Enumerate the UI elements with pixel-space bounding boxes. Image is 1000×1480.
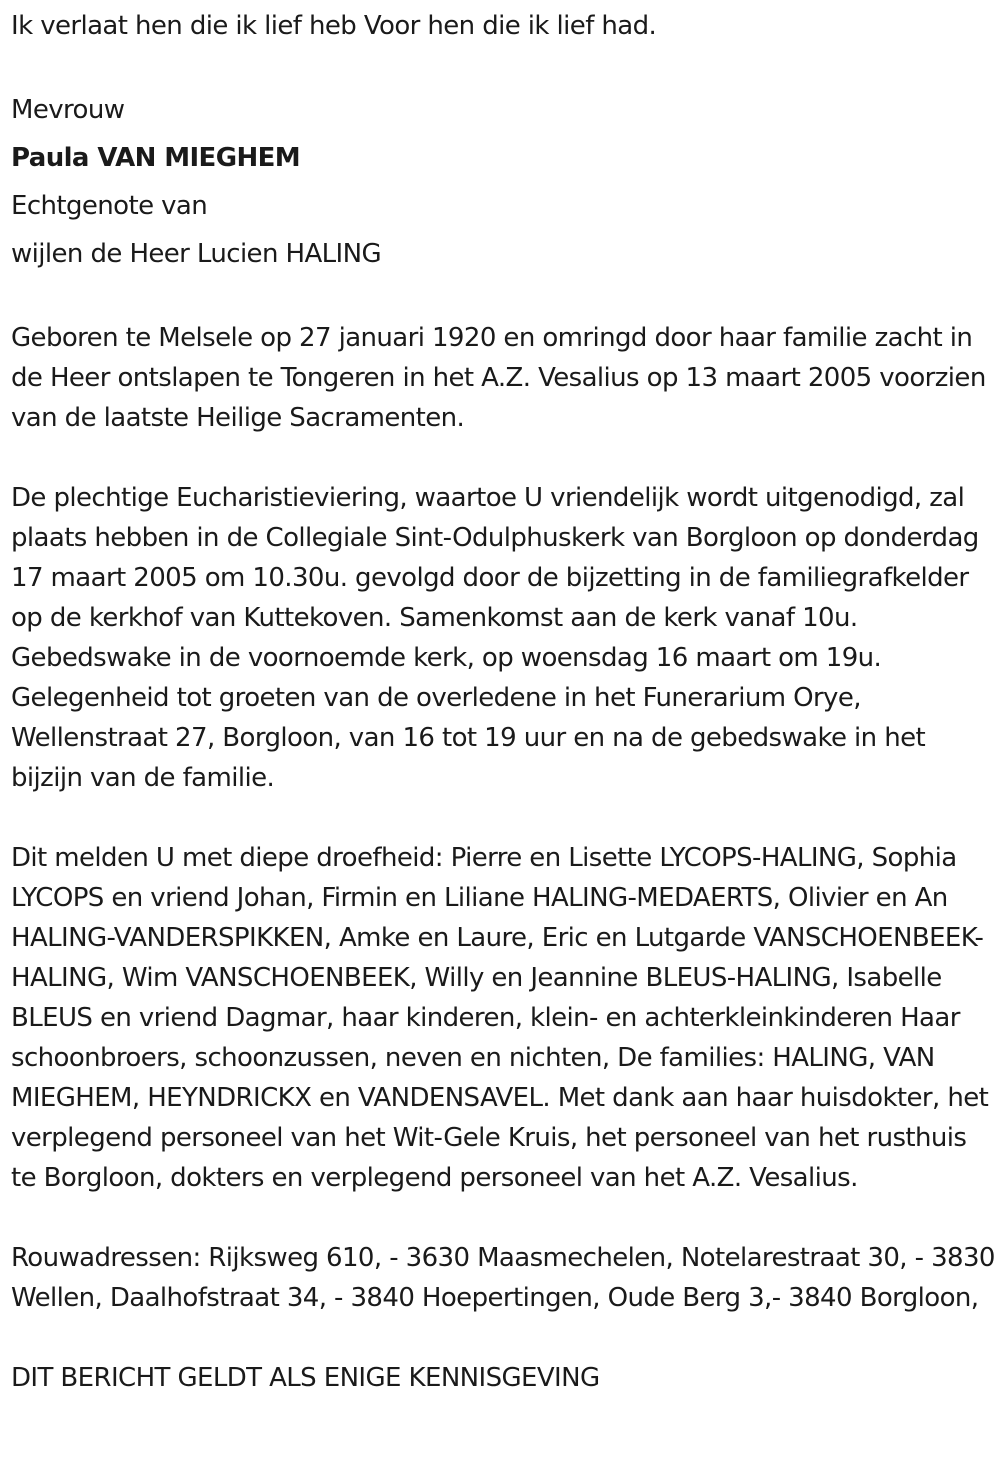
deceased-block <box>11 86 996 278</box>
ceremony-paragraph: De plechtige Eucharistieviering, waartoe U vriendelijk wordt uitgenodigd, zal plaats hebben in de Collegiale Sint-Odulphuskerk van Borgloon op donderdag 17 maart 2005 om 10.30u. gevolgd door de bijzetting in de familiegrafkelder op de kerkhof van Kuttekoven. Samenkomst aan de kerk vanaf 10u. Gebedswake in de voornoemde kerk, op woensdag 16 maart om 19u. Gelegenheid tot groeten van de overledene in het Funerarium Orye, Wellenstraat 27, Borgloon, van 16 tot 19 uur en na de gebedswake in het bijzijn van de familie. <box>11 483 979 793</box>
deceased-name: Paula VAN MIEGHEM <box>11 143 301 173</box>
addresses-paragraph: Rouwadressen: Rijksweg 610, - 3630 Maasmechelen, Notelarestraat 30, - 3830 Wellen, Daalhofstraat 34, - 3840 Hoepertingen, Oude Berg 3,- 3840 Borgloon, <box>11 1243 995 1313</box>
family-paragraph: Dit melden U met diepe droefheid: Pierre en Lisette LYCOPS-HALING, Sophia LYCOPS en vriend Johan, Firmin en Liliane HALING-MEDAERTS, Olivier en An HALING-VANDERSPIKKEN, Amke en Laure, Eric en Lutgarde VANSCHOENBEEK-HALING, Wim VANSCHOENBEEK, Willy en Jeannine BLEUS-HALING, Isabelle BLEUS en vriend Dagmar, haar kinderen, klein- en achterkleinkinderen Haar schoonbroers, schoonzussen, neven en nichten, De families: HALING, VAN MIEGHEM, HEYNDRICKX en VANDENSAVEL. Met dank aan haar huisdokter, het verplegend personeel van het Wit-Gele Kruis, het personeel van het rusthuis te Borgloon, dokters en verplegend personeel van het A.Z. Vesalius. <box>11 843 989 1193</box>
obituary-notice <box>11 0 996 1398</box>
closing-line: DIT BERICHT GELDT ALS ENIGE KENNISGEVING <box>11 1363 600 1393</box>
relation-line-1: Echtgenote van <box>11 191 208 221</box>
birth-death-paragraph: Geboren te Melsele op 27 januari 1920 en omringd door haar familie zacht in de Heer ontslapen te Tongeren in het A.Z. Vesalius op 13 maart 2005 voorzien van de laatste Heilige Sacramenten. <box>11 323 986 433</box>
honorific: Mevrouw <box>11 95 125 125</box>
relation-line-2: wijlen de Heer Lucien HALING <box>11 239 381 269</box>
epigraph: Ik verlaat hen die ik lief heb Voor hen die ik lief had. <box>11 11 657 41</box>
